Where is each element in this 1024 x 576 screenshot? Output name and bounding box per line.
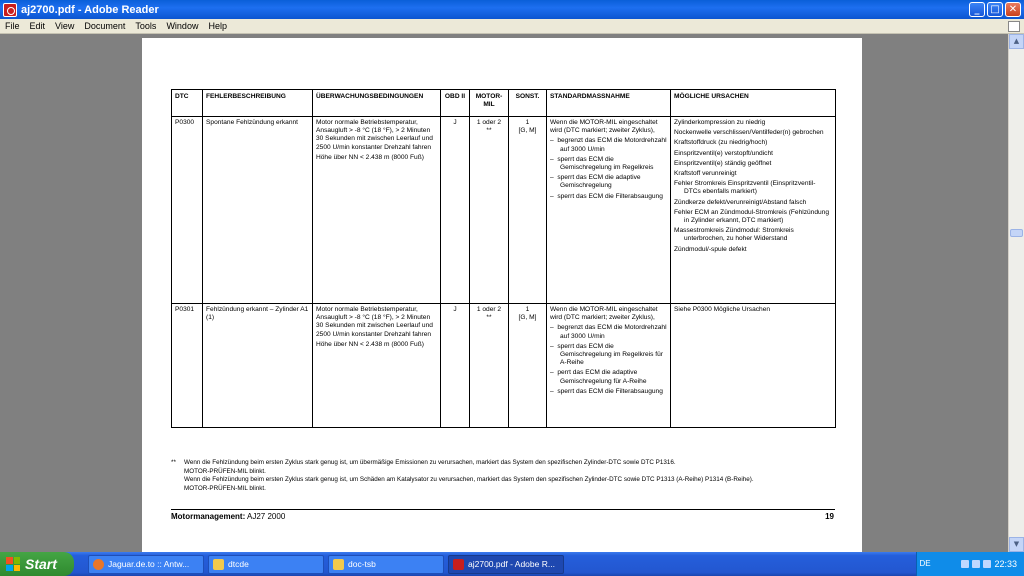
footnote-marker: ** [171, 459, 176, 466]
cause-item: Kraftstoff verunreinigt [674, 170, 737, 178]
vertical-scrollbar[interactable] [1008, 34, 1024, 552]
close-button[interactable]: ✕ [1005, 2, 1021, 17]
cell-motor-mil [470, 117, 509, 304]
footnote-line: MOTOR-PRÜFEN-MIL blinkt. [184, 484, 266, 492]
motor-mil-marker: ** [486, 314, 492, 322]
header-sonst: SONST. [509, 90, 547, 117]
document-viewport[interactable] [0, 34, 1008, 552]
scroll-up-icon[interactable]: ▲ [1009, 34, 1024, 49]
standard-bullet: – sperrt das ECM die Gemischregelung im Regelkreis für A-Reihe [550, 342, 663, 367]
cell-motor-mil [470, 304, 509, 428]
motor-mil-value: 1 oder 2 [476, 119, 502, 126]
motor-mil-value: 1 oder 2 [476, 306, 502, 313]
cause-item: Zylinderkompression zu niedrig [674, 119, 766, 126]
table-header-row [172, 90, 836, 117]
adobe-reader-icon [3, 3, 17, 17]
menu-file[interactable]: File [5, 21, 20, 31]
firefox-icon [93, 559, 104, 570]
standard-intro: Wenn die MOTOR-MIL eingeschaltet wird (DTC markiert; zweiter Zyklus), [550, 119, 658, 135]
cause-item: Einspritzventil(e) verstopft/undicht [674, 149, 773, 157]
standard-bullet: – sperrt das ECM die Filterabsaugung [550, 387, 663, 395]
cell-obd: J [441, 304, 470, 428]
maximize-button[interactable]: □ [987, 2, 1003, 17]
menu-help[interactable]: Help [208, 21, 227, 31]
menu-tools[interactable]: Tools [135, 21, 157, 31]
cell-standardmassnahme [547, 117, 671, 304]
taskbar-item-dtcde[interactable] [208, 555, 324, 574]
start-button[interactable] [0, 552, 74, 576]
menu-document[interactable]: Document [84, 21, 126, 31]
window-title: aj2700.pdf - Adobe Reader [21, 3, 159, 16]
condition-text: Motor normale Betriebstemperatur, Ansaugluft > -8 °C (18 °F), > 2 Minuten 30 Sekunden mit zwischen Leerlauf und 2500 U/min konstanter Drehzahl fahren [316, 119, 433, 151]
document-close-icon[interactable] [1008, 21, 1020, 32]
sonst-codes: [G, M] [518, 127, 537, 135]
task-label: dtcde [228, 559, 249, 569]
cell-sonst [509, 117, 547, 304]
language-indicator[interactable]: DE [919, 559, 931, 568]
cause-item: Einspritzventil(e) ständig geöffnet [674, 159, 772, 167]
footer-section [171, 512, 285, 521]
security-icon[interactable] [983, 560, 991, 568]
cell-ursachen [671, 117, 836, 304]
cell-fehler: Fehlzündung erkannt – Zylinder A1 (1) [203, 304, 313, 428]
standard-bullet: – sperrt das ECM die Gemischregelung im Regelkreis [550, 155, 654, 172]
table-row [172, 304, 836, 428]
taskbar-item-doc-tsb[interactable] [328, 555, 444, 574]
start-label: Start [25, 556, 57, 572]
footer-rule [171, 509, 835, 510]
menu-bar [0, 19, 1024, 34]
cause-item: Zündkerze defekt/verunreinigt/Abstand falsch [674, 198, 807, 206]
standard-bullet: – begrenzt das ECM die Motordrehzahl auf 3000 U/min [550, 324, 667, 340]
dtc-table [171, 89, 836, 428]
footnote-line: MOTOR-PRÜFEN-MIL blinkt. [184, 467, 266, 475]
standard-bullet: – perrt das ECM die adaptive Gemischregelung für A-Reihe [550, 369, 647, 385]
condition-text: Motor normale Betriebstemperatur, Ansaugluft > -8 °C (18 °F), > 2 Minuten 30 Sekunden mit zwischen Leerlauf und 2500 U/min konstanter Drehzahl fahren [316, 306, 433, 338]
cell-fehler: Spontane Fehlzündung erkannt [203, 117, 313, 304]
footnote-line: Wenn die Fehlzündung beim ersten Zyklus stark genug ist, um Schäden am Katalysator zu verursachen, markiert das System den spezifischen Zylinder-DTC sowie DTC P1313 (A-Reihe) P1314 (B-Reihe). [184, 476, 754, 484]
cause-item: Fehler Stromkreis Einspritzventil (Einspritzventil-DTCs ebenfalls markiert) [674, 180, 816, 196]
footnote-line: Wenn die Fehlzündung beim ersten Zyklus stark genug ist, um übermäßige Emissionen zu verursachen, markiert das System den spezifischen Zylinder-DTC sowie DTC P1316. [184, 459, 676, 466]
menu-edit[interactable]: Edit [29, 21, 46, 31]
header-motor-mil: MOTOR-MIL [470, 90, 509, 117]
cause-item: Massestromkreis Zündmodul: Stromkreis unterbrochen, zu hoher Widerstand [674, 227, 794, 243]
cause-item: Zündmodul/-spule defekt [674, 245, 747, 253]
footer-section-title: Motormanagement: [171, 512, 246, 521]
cell-dtc: P0300 [172, 117, 203, 304]
volume-icon[interactable] [972, 560, 980, 568]
header-dtc: DTC [172, 90, 203, 117]
cell-obd: J [441, 117, 470, 304]
header-moegliche-ursachen: MÖGLICHE URSACHEN [671, 90, 836, 117]
cell-bedingung [313, 304, 441, 428]
folder-icon [333, 559, 344, 570]
header-ueberwachungsbedingungen: ÜBERWACHUNGSBEDINGUNGEN [313, 90, 441, 117]
cell-bedingung [313, 117, 441, 304]
standard-bullet: – begrenzt das ECM die Motordrehzahl auf 3000 U/min [550, 137, 667, 153]
scroll-thumb[interactable] [1010, 229, 1023, 237]
folder-icon [213, 559, 224, 570]
taskbar [0, 552, 1024, 576]
task-label: aj2700.pdf - Adobe R... [468, 559, 555, 569]
cause-item: Kraftstoffdruck (zu niedrig/hoch) [674, 139, 768, 147]
network-icon[interactable] [961, 560, 969, 568]
task-label: doc-tsb [348, 559, 376, 569]
header-standardmassnahme: STANDARDMASSNAHME [547, 90, 671, 117]
pdf-page [142, 38, 862, 552]
altitude-text: Höhe über NN < 2.438 m (8000 Fuß) [316, 153, 424, 161]
menu-view[interactable]: View [55, 21, 75, 31]
header-obd: OBD II [441, 90, 470, 117]
cause-item: Fehler ECM an Zündmodul-Stromkreis (Fehlzündung in Zylinder erkannt, DTC markiert) [674, 208, 830, 225]
taskbar-item-adobe-reader[interactable] [448, 555, 564, 574]
cause-item: Siehe P0300 Mögliche Ursachen [674, 306, 771, 313]
standard-bullet: – sperrt das ECM die adaptive Gemischregelung [550, 174, 641, 190]
footer-model: AJ27 2000 [247, 512, 286, 521]
cause-item: Nockenwelle verschlissen/Ventilfeder(n) gebrochen [674, 129, 824, 137]
menu-window[interactable]: Window [166, 21, 199, 31]
clock[interactable]: 22:33 [994, 559, 1017, 569]
windows-logo-icon [6, 557, 20, 571]
task-label: Jaguar.de.to :: Antw... [108, 559, 190, 569]
page-number: 19 [825, 512, 834, 521]
minimize-button[interactable]: _ [969, 2, 985, 17]
cell-standardmassnahme [547, 304, 671, 428]
scroll-down-icon[interactable]: ▼ [1009, 537, 1024, 552]
taskbar-item-jaguar[interactable] [88, 555, 204, 574]
sonst-codes: [G, M] [518, 314, 537, 322]
sonst-value: 1 [525, 306, 530, 313]
footnote [171, 459, 841, 493]
standard-intro: Wenn die MOTOR-MIL eingeschaltet wird (DTC markiert; zweiter Zyklus), [550, 306, 658, 322]
title-bar [0, 0, 1024, 19]
pdf-icon [453, 559, 464, 570]
cell-dtc: P0301 [172, 304, 203, 428]
header-fehlerbeschreibung: FEHLERBESCHREIBUNG [203, 90, 313, 117]
altitude-text: Höhe über NN < 2.438 m (8000 Fuß) [316, 340, 424, 348]
cell-sonst [509, 304, 547, 428]
standard-bullet: – sperrt das ECM die Filterabsaugung [550, 192, 663, 200]
sonst-value: 1 [525, 119, 530, 126]
table-row [172, 117, 836, 304]
motor-mil-marker: ** [486, 127, 492, 135]
cell-ursachen [671, 304, 836, 428]
